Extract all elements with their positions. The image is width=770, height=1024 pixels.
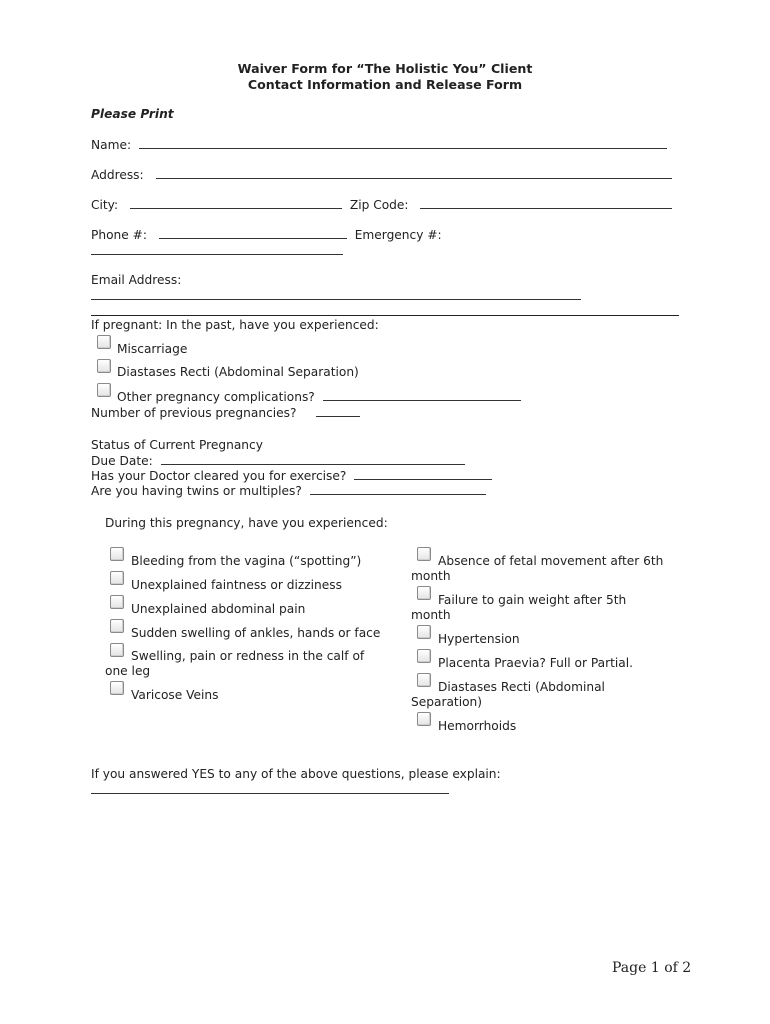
explain-field[interactable]	[91, 782, 449, 794]
city-label: City:	[91, 198, 119, 212]
calf-pain-label: Swelling, pain or redness in the calf of one leg	[105, 649, 365, 678]
please-print-label: Please Print	[91, 107, 174, 121]
swelling-checkbox[interactable]	[110, 619, 124, 633]
twins-label: Are you having twins or multiples?	[91, 484, 302, 498]
weight-gain-label: Failure to gain weight after 5th month	[411, 593, 627, 622]
phone-field[interactable]	[159, 227, 347, 239]
email-field[interactable]	[91, 288, 581, 300]
symptoms-heading: During this pregnancy, have you experienced:	[105, 516, 388, 530]
miscarriage-label: Miscarriage	[117, 342, 188, 356]
current-pregnancy-heading: Status of Current Pregnancy	[91, 438, 263, 452]
past-pregnancy-heading: If pregnant: In the past, have you experienced:	[91, 318, 379, 332]
name-label: Name:	[91, 138, 132, 152]
other-complications-checkbox[interactable]	[97, 383, 111, 397]
abdominal-pain-label: Unexplained abdominal pain	[131, 602, 306, 616]
address-field[interactable]	[156, 167, 672, 179]
emergency-row	[91, 243, 343, 259]
form-title: Waiver Form for “The Holistic You” Client	[237, 61, 533, 76]
hemorrhoids-label: Hemorrhoids	[438, 719, 517, 733]
fetal-movement-label: Absence of fetal movement after 6th month	[411, 554, 664, 583]
address-label: Address:	[91, 168, 144, 182]
hemorrhoids-checkbox[interactable]	[417, 712, 431, 726]
varicose-veins-checkbox[interactable]	[110, 681, 124, 695]
emergency-label: Emergency #:	[354, 228, 442, 242]
explain-label: If you answered YES to any of the above questions, please explain:	[91, 767, 501, 781]
email-row	[91, 288, 581, 304]
name-field[interactable]	[139, 137, 667, 149]
twins-field[interactable]	[310, 483, 486, 495]
faintness-checkbox[interactable]	[110, 571, 124, 585]
bleeding-label: Bleeding from the vagina (“spotting”)	[131, 554, 362, 568]
other-complications-row	[117, 389, 521, 405]
due-date-row	[91, 453, 465, 469]
city-zip-row	[91, 197, 672, 213]
faintness-label: Unexplained faintness or dizziness	[131, 578, 342, 592]
zip-field[interactable]	[420, 197, 672, 209]
address-row	[91, 167, 672, 183]
diastases-recti-past-checkbox[interactable]	[97, 359, 111, 373]
previous-pregnancies-field[interactable]	[316, 405, 360, 417]
swelling-label: Sudden swelling of ankles, hands or face	[131, 626, 381, 640]
other-complications-label: Other pregnancy complications?	[117, 390, 315, 404]
due-date-label: Due Date:	[91, 454, 153, 468]
page-number: Page 1 of 2	[612, 960, 692, 976]
emergency-field[interactable]	[91, 243, 343, 255]
phone-row	[91, 227, 442, 243]
hypertension-checkbox[interactable]	[417, 625, 431, 639]
name-row	[91, 137, 667, 153]
diastases-recti-past-label: Diastases Recti (Abdominal Separation)	[117, 365, 359, 379]
varicose-veins-label: Varicose Veins	[131, 688, 219, 702]
placenta-praevia-checkbox[interactable]	[417, 649, 431, 663]
section-divider	[91, 315, 679, 316]
explain-row	[91, 782, 449, 798]
diastases-recti-current-label: Diastases Recti (Abdominal Separation)	[411, 680, 605, 709]
form-subtitle: Contact Information and Release Form	[247, 77, 523, 92]
previous-pregnancies-label: Number of previous pregnancies?	[91, 406, 297, 420]
doctor-cleared-row	[91, 468, 492, 484]
bleeding-checkbox[interactable]	[110, 547, 124, 561]
doctor-cleared-field[interactable]	[354, 468, 492, 480]
twins-row	[91, 483, 486, 499]
zip-label: Zip Code:	[349, 198, 409, 212]
abdominal-pain-checkbox[interactable]	[110, 595, 124, 609]
placenta-praevia-label: Placenta Praevia? Full or Partial.	[438, 656, 633, 670]
miscarriage-checkbox[interactable]	[97, 335, 111, 349]
phone-label: Phone #:	[91, 228, 147, 242]
doctor-cleared-label: Has your Doctor cleared you for exercise?	[91, 469, 347, 483]
other-complications-field[interactable]	[323, 389, 521, 401]
email-label: Email Address:	[91, 273, 182, 287]
hypertension-label: Hypertension	[438, 632, 520, 646]
due-date-field[interactable]	[161, 453, 465, 465]
city-field[interactable]	[130, 197, 342, 209]
previous-pregnancies-row	[91, 405, 360, 421]
